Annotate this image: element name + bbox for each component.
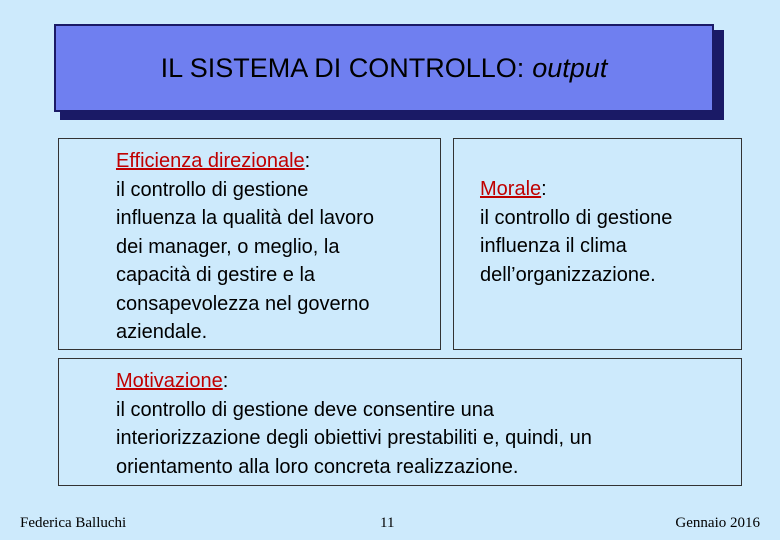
morale-line: dell’organizzazione. — [480, 263, 656, 286]
morale-line: il controllo di gestione — [480, 206, 673, 229]
efficiency-line: influenza la qualità del lavoro — [116, 207, 374, 229]
motivation-heading-line — [116, 367, 741, 396]
efficiency-colon: : — [304, 150, 311, 172]
morale-heading-line — [480, 175, 741, 204]
efficiency-heading-line — [116, 147, 440, 176]
title-italic: output — [532, 52, 608, 83]
efficiency-box — [58, 138, 441, 350]
motivation-heading: Motivazione — [116, 370, 223, 392]
slide-title — [54, 24, 714, 112]
motivation-line: orientamento alla loro concreta realizzazione. — [116, 455, 519, 478]
footer-author: Federica Balluchi — [20, 515, 127, 531]
efficiency-line: dei manager, o meglio, la — [116, 235, 340, 258]
motivation-box — [58, 358, 742, 486]
efficiency-heading: Efficienza direzionale — [116, 150, 305, 172]
page-number: 11 — [380, 515, 395, 531]
motivation-line: interiorizzazione degli obiettivi prestabiliti e, quindi, un — [116, 427, 592, 449]
morale-line: influenza il clima — [480, 235, 627, 257]
motivation-colon: : — [222, 370, 229, 392]
morale-colon: : — [541, 178, 547, 200]
efficiency-line: capacità di gestire e la — [116, 264, 316, 286]
efficiency-line: aziendale. — [116, 321, 208, 343]
footer-date: Gennaio 2016 — [675, 515, 760, 531]
efficiency-line: il controllo di gestione — [116, 178, 309, 201]
morale-box — [453, 138, 742, 350]
efficiency-line: consapevolezza nel governo — [116, 292, 370, 315]
morale-heading: Morale — [480, 178, 542, 200]
title-main: IL SISTEMA DI CONTROLLO: — [160, 52, 525, 83]
motivation-line: il controllo di gestione deve consentire una — [116, 398, 495, 421]
